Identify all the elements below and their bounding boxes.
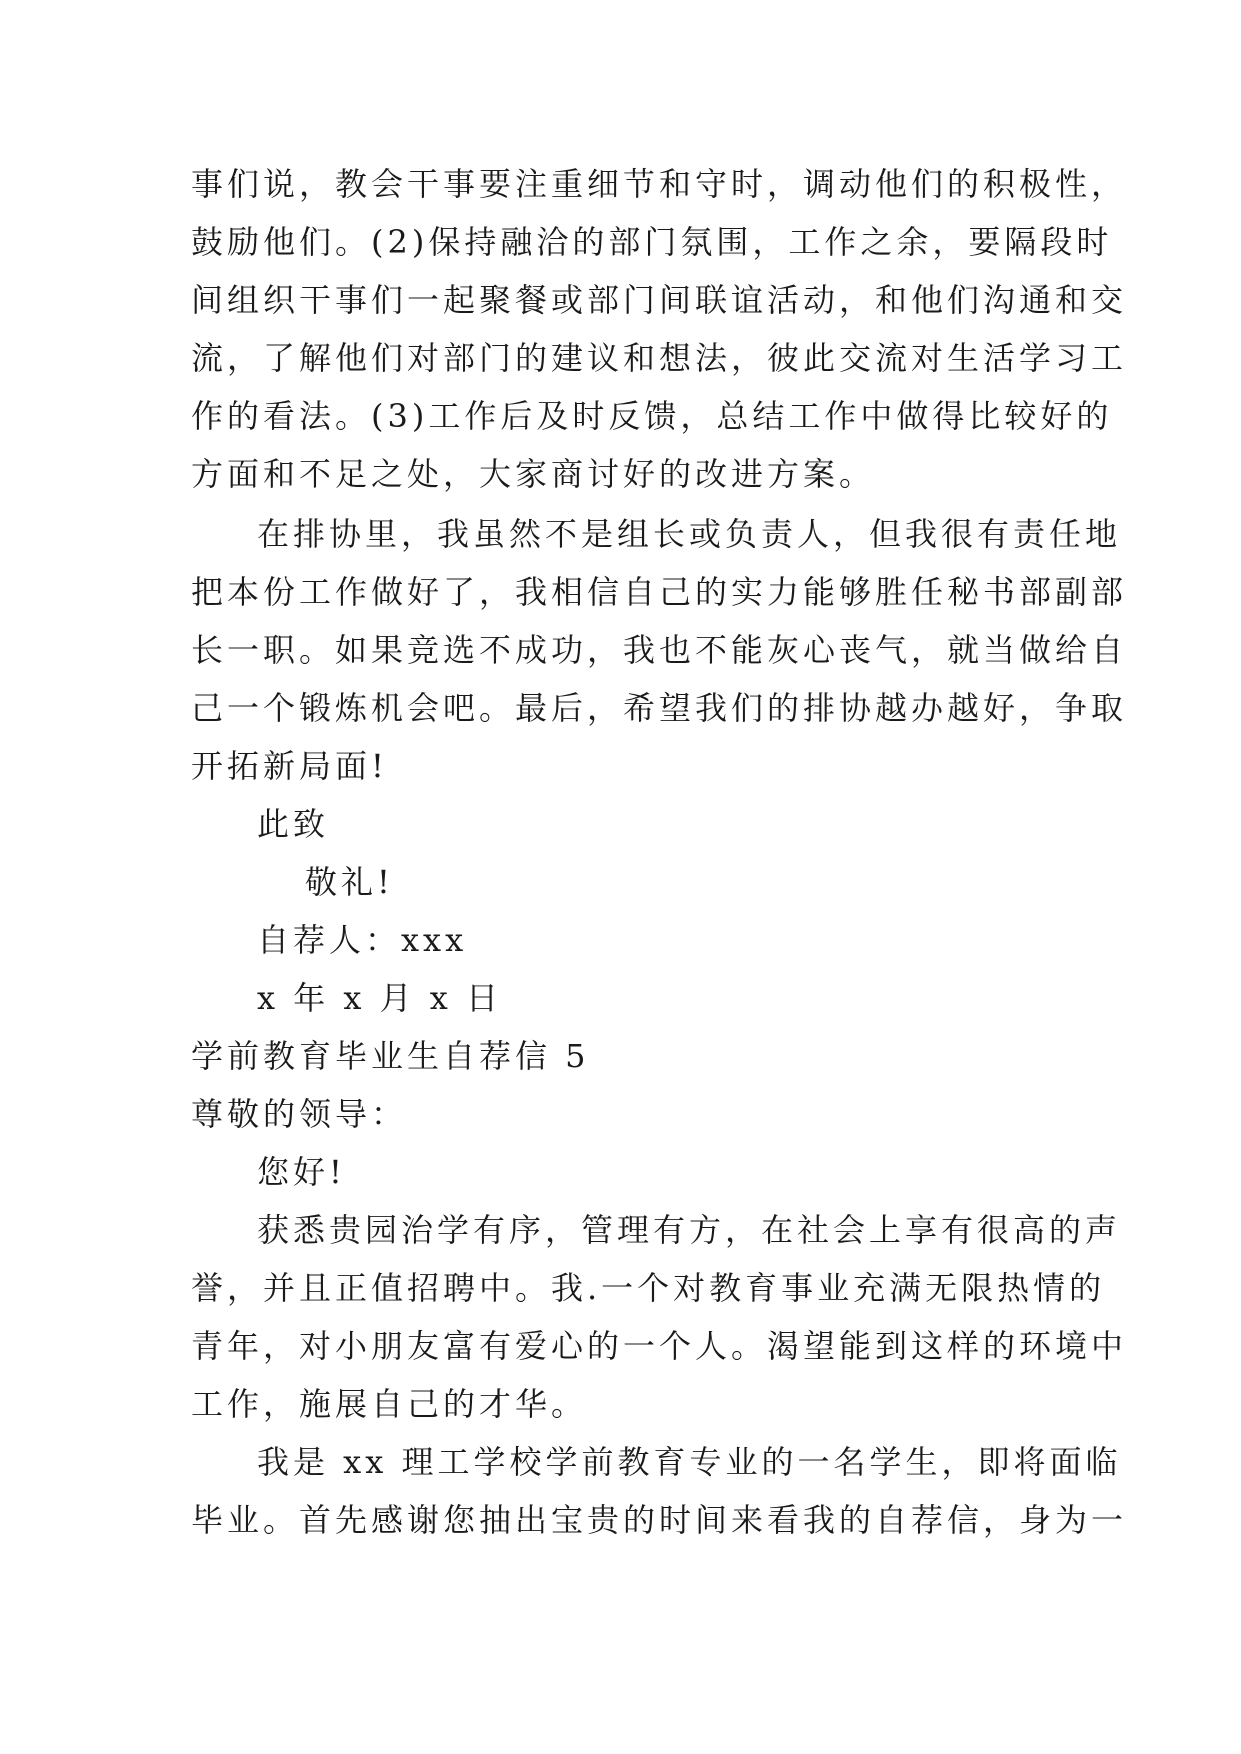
body-line-8: 把本份工作做好了，我相信自己的实力能够胜任秘书部副部	[191, 573, 1128, 611]
paragraph-line-19: 获悉贵园治学有序，管理有方，在社会上享有很高的声	[257, 1211, 1122, 1249]
salutation: 尊敬的领导：	[191, 1095, 408, 1133]
body-line-6: 方面和不足之处，大家商讨好的改进方案。	[191, 455, 876, 493]
body-line-11: 开拓新局面!	[191, 747, 388, 785]
body-line-10: 己一个锻炼机会吧。最后，希望我们的排协越办越好，争取	[191, 689, 1128, 727]
paragraph-line-7: 在排协里，我虽然不是组长或负责人，但我很有责任地	[257, 515, 1122, 553]
signature-date: x 年 x 月 x 日	[257, 979, 503, 1017]
signature-name: 自荐人：xxx	[257, 921, 468, 959]
closing-jingli: 敬礼!	[305, 863, 394, 901]
body-line-3: 间组织干事们一起聚餐或部门间联谊活动，和他们沟通和交	[191, 281, 1128, 319]
greeting: 您好!	[257, 1153, 346, 1191]
paragraph-line-23: 我是 xx 理工学校学前教育专业的一名学生，即将面临	[257, 1443, 1122, 1481]
closing-cizhi: 此致	[257, 805, 330, 843]
body-line-9: 长一职。如果竞选不成功，我也不能灰心丧气，就当做给自	[191, 631, 1128, 669]
body-line-4: 流，了解他们对部门的建议和想法，彼此交流对生活学习工	[191, 339, 1128, 377]
body-line-1: 事们说，教会干事要注重细节和守时，调动他们的积极性，	[191, 165, 1128, 203]
body-line-22: 工作，施展自己的才华。	[191, 1385, 588, 1423]
body-line-5: 作的看法。(3)工作后及时反馈，总结工作中做得比较好的	[191, 397, 1113, 435]
body-line-20: 誉，并且正值招聘中。我.一个对教育事业充满无限热情的	[191, 1269, 1106, 1307]
body-line-21: 青年，对小朋友富有爱心的一个人。渴望能到这样的环境中	[191, 1327, 1128, 1365]
body-line-24: 毕业。首先感谢您抽出宝贵的时间来看我的自荐信，身为一	[191, 1501, 1128, 1539]
body-line-2: 鼓励他们。(2)保持融洽的部门氛围，工作之余，要隔段时	[191, 223, 1113, 261]
section-title: 学前教育毕业生自荐信 5	[191, 1037, 590, 1075]
